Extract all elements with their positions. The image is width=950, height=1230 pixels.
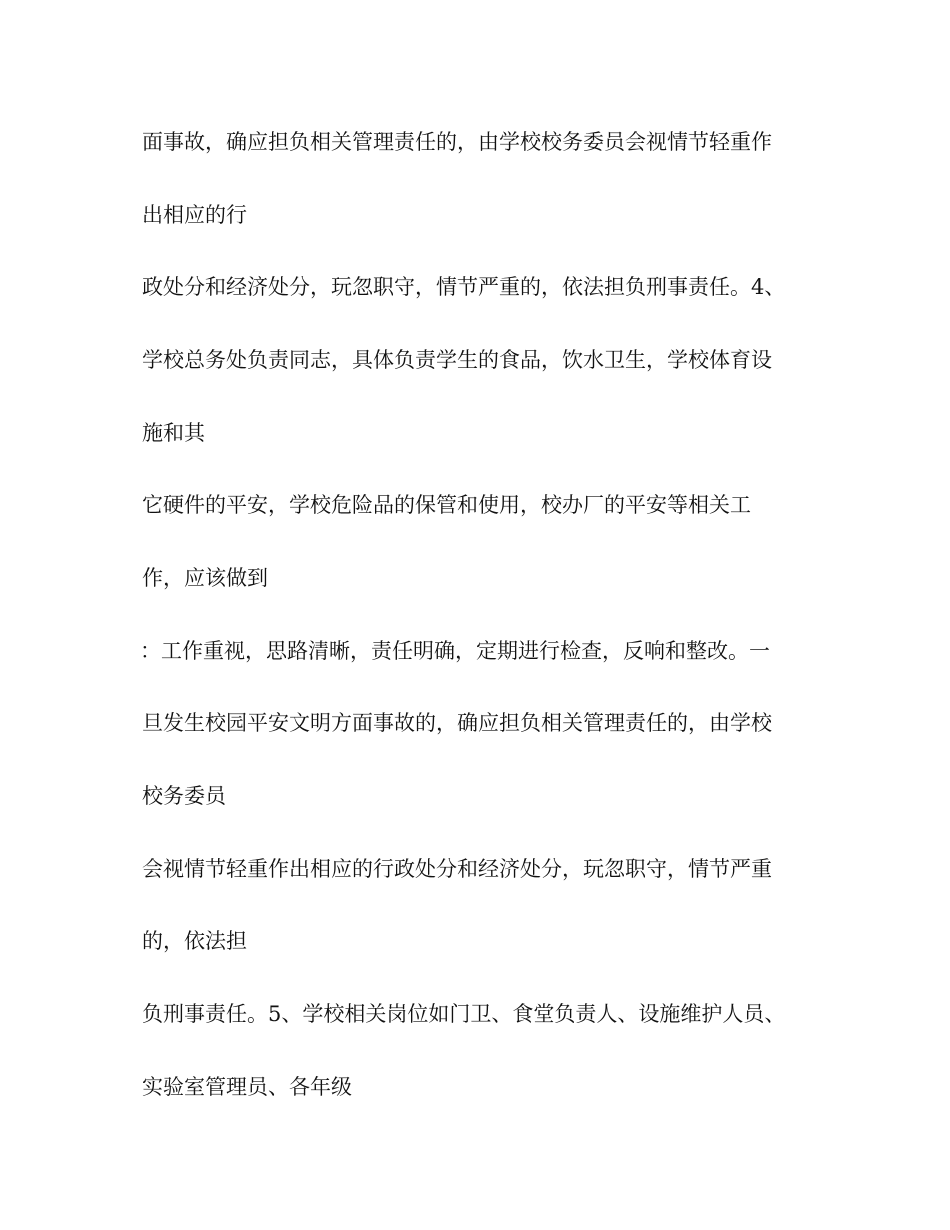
text-line: 它硬件的平安，学校危险品的保管和使用，校办厂的平安等相关工 xyxy=(142,493,751,517)
text-line: 学校总务处负责同志，具体负责学生的食品，饮水卫生，学校体育设 xyxy=(142,348,772,372)
text-line: ：工作重视，思路清晰，责任明确，定期进行检查，反响和整改。一 xyxy=(140,639,770,663)
text-line: 校务委员 xyxy=(142,784,226,808)
text-line: 出相应的行 xyxy=(142,203,247,227)
text-line: 实验室管理员、各年级 xyxy=(142,1075,352,1099)
text-line: 旦发生校园平安文明方面事故的，确应担负相关管理责任的，由学校 xyxy=(142,711,772,735)
text-line: 面事故，确应担负相关管理责任的，由学校校务委员会视情节轻重作 xyxy=(142,130,772,154)
text-line: 施和其 xyxy=(142,421,205,445)
text-line: 政处分和经济处分，玩忽职守，情节严重的，依法担负刑事责任。4、 xyxy=(142,275,786,299)
text-line: 作，应该做到 xyxy=(142,566,268,590)
text-line: 的，依法担 xyxy=(142,929,247,953)
text-line: 会视情节轻重作出相应的行政处分和经济处分，玩忽职守，情节严重 xyxy=(142,857,772,881)
text-line: 负刑事责任。5、学校相关岗位如门卫、食堂负责人、设施维护人员、 xyxy=(142,1002,786,1026)
